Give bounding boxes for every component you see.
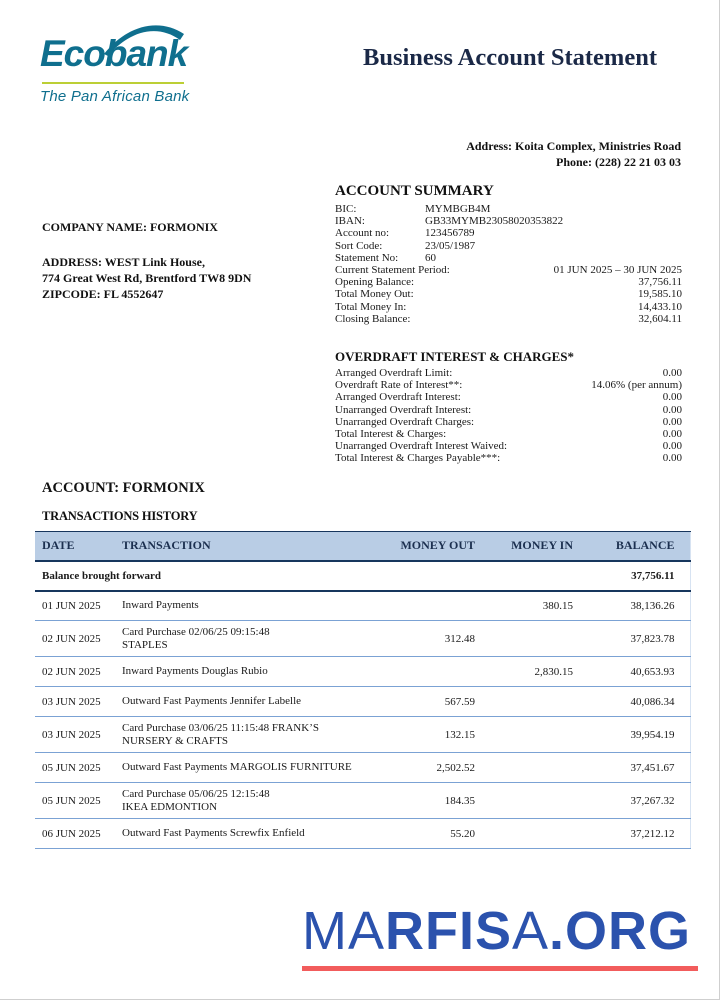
transaction-line2: IKEA EDMONTION bbox=[122, 800, 218, 813]
date-cell: 03 JUN 2025 bbox=[35, 687, 122, 717]
date-cell: 03 JUN 2025 bbox=[35, 717, 122, 753]
field-label: Closing Balance: bbox=[335, 312, 411, 325]
summary-row-iban bbox=[335, 215, 682, 227]
ecobank-logo bbox=[40, 28, 190, 105]
money-out-cell: 55.20 bbox=[392, 819, 497, 849]
money-in-cell bbox=[497, 819, 595, 849]
bank-contact-block bbox=[466, 138, 681, 170]
account-summary-title: ACCOUNT SUMMARY bbox=[335, 183, 494, 199]
money-out-cell: 312.48 bbox=[392, 621, 497, 657]
field-label: Overdraft Rate of Interest**: bbox=[335, 379, 463, 392]
overdraft-section bbox=[335, 349, 682, 465]
transaction-line2: STAPLES bbox=[122, 638, 168, 651]
marfisa-logo-segment: MA bbox=[302, 901, 385, 961]
table-row bbox=[35, 819, 690, 849]
transaction-line1: Inward Payments Douglas Rubio bbox=[122, 665, 268, 677]
transaction-cell bbox=[122, 783, 392, 819]
table-row bbox=[35, 621, 690, 657]
table-row bbox=[35, 657, 690, 687]
summary-row-closing-balance bbox=[335, 313, 682, 325]
field-label: Total Interest & Charges: bbox=[335, 427, 447, 440]
money-out-cell bbox=[392, 591, 497, 621]
field-value: 19,585.10 bbox=[638, 288, 682, 301]
transaction-cell bbox=[122, 819, 392, 849]
money-in-cell bbox=[497, 783, 595, 819]
money-in-cell bbox=[497, 717, 595, 753]
field-label: Arranged Overdraft Interest: bbox=[335, 391, 461, 404]
date-cell: 01 JUN 2025 bbox=[35, 591, 122, 621]
transaction-cell bbox=[122, 717, 392, 753]
marfisa-logo bbox=[302, 901, 710, 961]
field-value: GB33MYMB23058020353822 bbox=[425, 215, 564, 228]
field-label: Sort Code: bbox=[335, 239, 383, 252]
bank-address: Address: Koita Complex, Ministries Road bbox=[466, 139, 681, 153]
balance-cell: 40,086.34 bbox=[595, 687, 690, 717]
field-label: Unarranged Overdraft Charges: bbox=[335, 415, 475, 428]
transactions-table bbox=[35, 531, 691, 849]
date-cell: 02 JUN 2025 bbox=[35, 621, 122, 657]
field-value: 60 bbox=[425, 251, 436, 264]
summary-row-total-money-in bbox=[335, 301, 682, 313]
field-value: 0.00 bbox=[662, 427, 682, 440]
transaction-line1: Inward Payments bbox=[122, 599, 199, 612]
field-label: IBAN: bbox=[335, 215, 365, 228]
transaction-line1: Outward Fast Payments Screwfix Enfield bbox=[122, 827, 305, 839]
transaction-cell bbox=[122, 753, 392, 783]
ecobank-underline bbox=[42, 82, 184, 84]
money-out-cell: 184.35 bbox=[392, 783, 497, 819]
ecobank-tagline: The Pan African Bank bbox=[40, 88, 190, 105]
money-in-cell: 380.15 bbox=[497, 591, 595, 621]
table-row bbox=[35, 687, 690, 717]
company-name: COMPANY NAME: FORMONIX bbox=[42, 220, 218, 234]
overdraft-row-waived bbox=[335, 440, 682, 452]
field-label: Unarranged Overdraft Interest: bbox=[335, 403, 472, 416]
transaction-cell bbox=[122, 621, 392, 657]
marfisa-logo-segment: RFIS bbox=[385, 901, 513, 961]
field-value: 0.00 bbox=[662, 415, 682, 428]
field-value: 0.00 bbox=[662, 440, 682, 453]
transactions-heading: TRANSACTIONS HISTORY bbox=[42, 509, 198, 523]
date-cell: 05 JUN 2025 bbox=[35, 783, 122, 819]
money-out-cell: 2,502.52 bbox=[392, 753, 497, 783]
money-out-cell: 132.15 bbox=[392, 717, 497, 753]
field-value: 23/05/1987 bbox=[425, 239, 476, 252]
balance-cell: 38,136.26 bbox=[595, 591, 690, 621]
money-out-cell: 567.59 bbox=[392, 687, 497, 717]
overdraft-row-unarranged-charges bbox=[335, 416, 682, 428]
transaction-cell bbox=[122, 591, 392, 621]
transaction-line1: Outward Fast Payments Jennifer Labelle bbox=[122, 695, 302, 707]
company-zipcode: ZIPCODE: FL 4552647 bbox=[42, 287, 164, 301]
field-value: 37,756.11 bbox=[638, 276, 682, 289]
table-row bbox=[35, 717, 690, 753]
account-heading: ACCOUNT: FORMONIX bbox=[42, 480, 205, 496]
money-in-cell: 2,830.15 bbox=[497, 657, 595, 687]
column-header-money-in: MONEY IN bbox=[497, 532, 595, 561]
field-value: 123456789 bbox=[425, 227, 475, 240]
ecobank-wordmark bbox=[40, 28, 190, 80]
company-block bbox=[42, 219, 322, 302]
money-in-cell bbox=[497, 561, 595, 591]
overdraft-row-unarranged-interest bbox=[335, 404, 682, 416]
summary-row-total-money-out bbox=[335, 288, 682, 300]
field-value: 32,604.11 bbox=[638, 312, 682, 325]
field-label: Total Interest & Charges Payable***: bbox=[335, 452, 501, 465]
overdraft-row-rate bbox=[335, 379, 682, 391]
transaction-line1: Outward Fast Payments MARGOLIS FURNITURE bbox=[122, 761, 352, 773]
spacer bbox=[42, 235, 322, 254]
summary-row-statement-no bbox=[335, 252, 682, 264]
money-in-cell bbox=[497, 621, 595, 657]
column-header-transaction: TRANSACTION bbox=[122, 532, 392, 561]
field-value: 0.00 bbox=[662, 391, 682, 404]
table-row bbox=[35, 753, 690, 783]
balance-cell: 37,823.78 bbox=[595, 621, 690, 657]
table-header-row bbox=[35, 532, 690, 561]
summary-row-period bbox=[335, 264, 682, 276]
balance-cell: 39,954.19 bbox=[595, 717, 690, 753]
balance-cell: 37,212.12 bbox=[595, 819, 690, 849]
money-in-cell bbox=[497, 753, 595, 783]
field-value: MYMBGB4M bbox=[425, 203, 491, 215]
field-label: Total Money Out: bbox=[335, 288, 414, 301]
page-title: Business Account Statement bbox=[362, 44, 657, 71]
column-header-balance: BALANCE bbox=[595, 532, 690, 561]
summary-row-opening-balance bbox=[335, 276, 682, 288]
balance-brought-forward-row bbox=[35, 561, 690, 591]
summary-row-sort-code bbox=[335, 240, 682, 252]
balance-cell: 37,267.32 bbox=[595, 783, 690, 819]
field-value: 0.00 bbox=[662, 403, 682, 416]
marfisa-logo-segment: .ORG bbox=[549, 901, 692, 961]
transaction-line1: Card Purchase 05/06/25 12:15:48 bbox=[122, 787, 270, 800]
overdraft-row-total-interest bbox=[335, 428, 682, 440]
summary-row-account-no bbox=[335, 227, 682, 239]
marfisa-logo-segment: A bbox=[512, 901, 550, 961]
company-address-line1: ADDRESS: WEST Link House, bbox=[42, 255, 205, 269]
account-summary bbox=[335, 183, 682, 325]
bbf-label: Balance brought forward bbox=[35, 561, 392, 591]
transaction-line1: Card Purchase 02/06/25 09:15:48 bbox=[122, 625, 270, 638]
balance-cell: 40,653.93 bbox=[595, 657, 690, 687]
table-row bbox=[35, 591, 690, 621]
ecobank-wordmark-text: Ecobank bbox=[40, 33, 188, 74]
date-cell: 06 JUN 2025 bbox=[35, 819, 122, 849]
summary-row-bic bbox=[335, 203, 682, 215]
field-label: Current Statement Period: bbox=[335, 263, 450, 276]
transaction-line1: Card Purchase 03/06/25 11:15:48 FRANK’S bbox=[122, 721, 319, 734]
money-in-cell bbox=[497, 687, 595, 717]
field-label: BIC: bbox=[335, 203, 357, 215]
field-value: 14.06% (per annum) bbox=[591, 379, 682, 392]
transaction-line2: NURSERY & CRAFTS bbox=[122, 734, 228, 747]
overdraft-row-limit bbox=[335, 367, 682, 379]
company-address-line2: 774 Great West Rd, Brentford TW8 9DN bbox=[42, 271, 252, 285]
field-label: Total Money In: bbox=[335, 300, 407, 313]
field-label: Account no: bbox=[335, 227, 390, 240]
field-value: 0.00 bbox=[662, 367, 682, 379]
field-value: 14,433.10 bbox=[638, 300, 682, 313]
column-header-date: DATE bbox=[35, 532, 122, 561]
overdraft-title: OVERDRAFT INTEREST & CHARGES* bbox=[335, 349, 574, 364]
overdraft-row-payable bbox=[335, 452, 682, 464]
field-value: 01 JUN 2025 – 30 JUN 2025 bbox=[553, 263, 682, 276]
transaction-cell bbox=[122, 657, 392, 687]
balance-cell: 37,451.67 bbox=[595, 753, 690, 783]
overdraft-row-arranged-interest bbox=[335, 391, 682, 403]
transaction-cell bbox=[122, 687, 392, 717]
marfisa-underline bbox=[302, 966, 698, 971]
table-row bbox=[35, 783, 690, 819]
ecobank-swoosh-icon bbox=[102, 20, 186, 58]
field-label: Unarranged Overdraft Interest Waived: bbox=[335, 440, 508, 453]
column-header-money-out: MONEY OUT bbox=[392, 532, 497, 561]
date-cell: 02 JUN 2025 bbox=[35, 657, 122, 687]
date-cell: 05 JUN 2025 bbox=[35, 753, 122, 783]
field-label: Opening Balance: bbox=[335, 276, 415, 289]
money-out-cell bbox=[392, 561, 497, 591]
money-out-cell bbox=[392, 657, 497, 687]
field-label: Arranged Overdraft Limit: bbox=[335, 367, 453, 379]
bank-phone: Phone: (228) 22 21 03 03 bbox=[556, 155, 681, 169]
field-label: Statement No: bbox=[335, 251, 399, 264]
marfisa-footer bbox=[302, 901, 710, 971]
balance-cell: 37,756.11 bbox=[595, 561, 690, 591]
field-value: 0.00 bbox=[662, 452, 682, 465]
